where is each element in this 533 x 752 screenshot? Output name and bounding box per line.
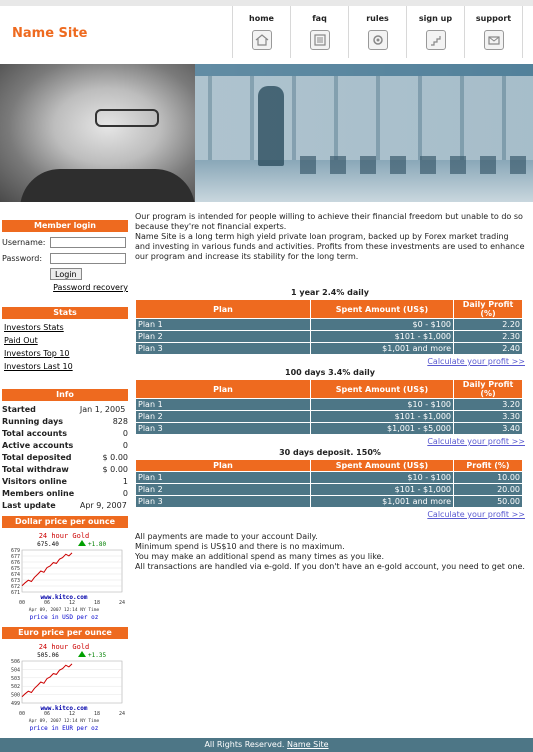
note-line: All transactions are handled via e-gold. If you don't have an e-gold account, you need to get one. — [135, 562, 525, 571]
gold-usd-site: www.kitco.com — [40, 594, 88, 601]
y-tick-label: 677 — [10, 554, 20, 560]
x-tick-label: 24 — [118, 711, 126, 717]
plan-group — [135, 368, 525, 446]
col-amount: Spent Amount (US$) — [311, 460, 454, 472]
info-key: Members online — [2, 488, 75, 498]
col-plan: Plan — [136, 300, 311, 319]
y-tick-label: 503 — [10, 675, 20, 682]
plan-title: 100 days 3.4% daily — [285, 368, 375, 377]
col-amount: Spent Amount (US$) — [311, 380, 454, 399]
plan-row — [136, 343, 523, 355]
gold-usd-box — [2, 516, 128, 620]
gold-eur-title: Euro price per ounce — [2, 627, 128, 639]
plan-name: Plan 3 — [136, 496, 311, 508]
gold-eur-price: 505.06 — [37, 652, 59, 659]
intro-text — [135, 212, 525, 262]
plan-name: Plan 1 — [136, 399, 311, 411]
plan-title: 30 days deposit. 150% — [279, 448, 381, 457]
investors-stats-link[interactable]: Investors Stats — [4, 323, 64, 332]
footer-site-link[interactable]: Name Site — [287, 740, 329, 749]
y-tick-label: 672 — [10, 584, 20, 590]
payment-notes — [135, 532, 525, 572]
info-row — [2, 403, 128, 415]
plan-amount: $0 - $100 — [311, 319, 454, 331]
info-key: Active accounts — [2, 440, 74, 450]
plan-amount: $101 - $1,000 — [311, 411, 454, 423]
x-tick-label: 00 — [18, 711, 26, 717]
plan-table — [135, 459, 523, 508]
calculate-profit-link[interactable]: Calculate your profit >> — [427, 437, 525, 446]
nav-signup[interactable] — [406, 6, 464, 58]
plan-profit: 3.20 — [454, 399, 523, 411]
office-window — [170, 76, 533, 160]
note-line: All payments are made to your account Daily. — [135, 532, 318, 541]
plan-name: Plan 3 — [136, 423, 311, 435]
gold-usd-chart — [4, 530, 126, 620]
info-row — [2, 439, 128, 451]
password-recovery-link[interactable]: Password recovery — [53, 283, 128, 292]
y-tick-label: 506 — [10, 659, 20, 665]
plan-row — [136, 496, 523, 508]
info-row — [2, 487, 128, 499]
hero-banner — [0, 64, 533, 202]
plan-row — [136, 472, 523, 484]
plan-amount: $10 - $100 — [311, 399, 454, 411]
col-profit: Profit (%) — [454, 460, 523, 472]
info-key: Total withdraw — [2, 464, 69, 474]
info-row — [2, 499, 128, 511]
username-label: Username: — [2, 238, 46, 247]
col-plan: Plan — [136, 380, 311, 399]
plan-profit: 2.30 — [454, 331, 523, 343]
y-tick-label: 500 — [10, 692, 20, 699]
info-box — [2, 389, 128, 511]
gold-eur-change: +1.35 — [88, 652, 107, 659]
document-icon — [310, 30, 330, 50]
nav-home[interactable] — [232, 6, 290, 58]
nav-home-label: home — [249, 14, 274, 23]
col-profit: Daily Profit (%) — [454, 380, 523, 399]
gold-eur-site: www.kitco.com — [40, 705, 88, 712]
plan-row — [136, 484, 523, 496]
x-tick-label: 06 — [43, 600, 51, 606]
y-tick-label: 671 — [10, 590, 20, 596]
info-row — [2, 451, 128, 463]
x-tick-label: 18 — [93, 600, 101, 606]
x-tick-label: 18 — [93, 711, 101, 717]
gold-usd-chart-title: 24 hour Gold — [38, 532, 90, 540]
plan-amount: $1,001 and more — [311, 496, 454, 508]
plan-table — [135, 299, 523, 355]
info-value: 0 — [122, 488, 128, 498]
calculate-profit-link[interactable]: Calculate your profit >> — [427, 357, 525, 366]
gold-usd-caption: price in USD per oz — [29, 614, 99, 620]
investors-top10-link[interactable]: Investors Top 10 — [4, 349, 70, 358]
plan-row — [136, 319, 523, 331]
main-nav — [232, 6, 523, 58]
x-tick-label: 12 — [68, 711, 76, 717]
gold-eur-caption: price in EUR per oz — [29, 725, 99, 731]
gold-usd-title: Dollar price per ounce — [2, 516, 128, 528]
plan-amount: $101 - $1,000 — [311, 484, 454, 496]
y-tick-label: 675 — [10, 566, 20, 572]
plan-name: Plan 1 — [136, 472, 311, 484]
info-key: Last update — [2, 500, 56, 510]
nav-support[interactable] — [464, 6, 523, 58]
gold-eur-box — [2, 627, 128, 731]
glasses — [95, 109, 159, 127]
plan-amount: $1,001 - $5,000 — [311, 423, 454, 435]
gold-usd-svg — [4, 530, 126, 620]
gold-eur-chart — [4, 641, 126, 731]
plan-profit: 20.00 — [454, 484, 523, 496]
password-input[interactable] — [50, 253, 126, 264]
nav-signup-label: sign up — [418, 14, 453, 23]
calculate-profit-link[interactable]: Calculate your profit >> — [427, 510, 525, 519]
plan-profit: 3.30 — [454, 411, 523, 423]
main-content — [135, 212, 525, 519]
info-value: $ 0.00 — [102, 452, 128, 462]
y-tick-label: 502 — [10, 684, 20, 691]
plan-row — [136, 423, 523, 435]
info-row — [2, 463, 128, 475]
info-title: Info — [2, 389, 128, 401]
info-key: Total deposited — [2, 452, 72, 462]
businessman-photo — [0, 64, 195, 202]
x-tick-label: 12 — [68, 600, 76, 606]
site-logo[interactable]: Name Site — [12, 26, 88, 41]
info-key: Total accounts — [2, 428, 67, 438]
member-login-box — [2, 220, 128, 292]
office-chairs — [300, 156, 533, 174]
col-amount: Spent Amount (US$) — [311, 300, 454, 319]
info-value: $ 0.00 — [102, 464, 128, 474]
y-tick-label: 673 — [10, 578, 20, 584]
plan-group — [135, 448, 525, 519]
plan-name: Plan 2 — [136, 484, 311, 496]
stats-title: Stats — [2, 307, 128, 319]
plan-profit: 2.20 — [454, 319, 523, 331]
plan-table — [135, 379, 523, 435]
gold-eur-chart-title: 24 hour Gold — [38, 643, 90, 651]
info-row — [2, 415, 128, 427]
plan-amount: $1,001 and more — [311, 343, 454, 355]
plan-name: Plan 1 — [136, 319, 311, 331]
plan-row — [136, 411, 523, 423]
home-icon — [252, 30, 272, 50]
info-table — [2, 403, 128, 511]
gear-icon — [368, 30, 388, 50]
jacket — [20, 169, 195, 202]
plan-amount: $10 - $100 — [311, 472, 454, 484]
member-login-title: Member login — [2, 220, 128, 232]
x-tick-label: 06 — [43, 711, 51, 717]
stairs-icon — [426, 30, 446, 50]
info-value: 828 — [112, 416, 128, 426]
note-line: Minimum spend is US$10 and there is no maximum. — [135, 542, 345, 551]
footer-text: All Rights Reserved. — [204, 740, 285, 749]
paid-out-link[interactable]: Paid Out — [4, 336, 38, 345]
info-key: Visitors online — [2, 476, 67, 486]
plan-profit: 3.40 — [454, 423, 523, 435]
y-tick-label: 499 — [10, 701, 20, 707]
password-label: Password: — [2, 254, 43, 263]
username-input[interactable] — [50, 237, 126, 248]
nav-rules[interactable] — [348, 6, 406, 58]
gold-eur-svg — [4, 641, 126, 731]
plan-profit: 10.00 — [454, 472, 523, 484]
info-key: Running days — [2, 416, 64, 426]
plan-name: Plan 2 — [136, 411, 311, 423]
plan-row — [136, 399, 523, 411]
intro-paragraph-2: Name Site is a long term high yield private loan program, backed up by Forex market trading and investing in various funds and activities. Profits from these investments are used to enhance our program and increase its stability for the long term. — [135, 232, 525, 261]
nav-faq[interactable] — [290, 6, 348, 58]
stats-box — [2, 307, 128, 371]
footer — [0, 738, 533, 752]
plan-name: Plan 2 — [136, 331, 311, 343]
y-tick-label: 679 — [10, 548, 20, 554]
plan-profit: 2.40 — [454, 343, 523, 355]
info-value: 0 — [122, 440, 128, 450]
note-line: You may make an additional spend as many times as you like. — [135, 552, 385, 561]
login-button[interactable]: Login — [50, 268, 82, 280]
gold-usd-date: Apr 09, 2007 12:14 NY Time — [28, 608, 100, 613]
y-tick-label: 676 — [10, 560, 20, 566]
plan-amount: $101 - $1,000 — [311, 331, 454, 343]
gold-eur-date: Apr 09, 2007 12:14 NY Time — [28, 719, 100, 724]
nav-rules-label: rules — [366, 14, 389, 23]
plan-row — [136, 331, 523, 343]
investors-last10-link[interactable]: Investors Last 10 — [4, 362, 73, 371]
info-value: 0 — [122, 428, 128, 438]
nav-faq-label: faq — [312, 14, 327, 23]
col-profit: Daily Profit (%) — [454, 300, 523, 319]
gold-usd-yticks — [11, 548, 20, 596]
info-value: 1 — [122, 476, 128, 486]
info-row — [2, 475, 128, 487]
gold-usd-price: 675.40 — [37, 541, 59, 548]
info-row — [2, 427, 128, 439]
y-tick-label: 504 — [10, 667, 20, 674]
info-value: Apr 9, 2007 — [79, 500, 127, 510]
info-key: Started — [2, 404, 36, 414]
plan-group — [135, 288, 525, 366]
nav-support-label: support — [475, 14, 512, 23]
mail-icon — [484, 30, 504, 50]
x-tick-label: 00 — [18, 600, 26, 606]
plan-profit: 50.00 — [454, 496, 523, 508]
x-tick-label: 24 — [118, 600, 126, 606]
walking-person — [258, 86, 284, 166]
info-value: Jan 1, 2005 — [79, 404, 126, 414]
plan-title: 1 year 2.4% daily — [291, 288, 369, 297]
gold-usd-change: +1.80 — [88, 541, 107, 548]
col-plan: Plan — [136, 460, 311, 472]
plan-name: Plan 3 — [136, 343, 311, 355]
y-tick-label: 674 — [10, 572, 20, 578]
intro-paragraph-1: Our program is intended for people willing to achieve their financial freedom but unable to do so because they're not financial experts. — [135, 212, 523, 231]
